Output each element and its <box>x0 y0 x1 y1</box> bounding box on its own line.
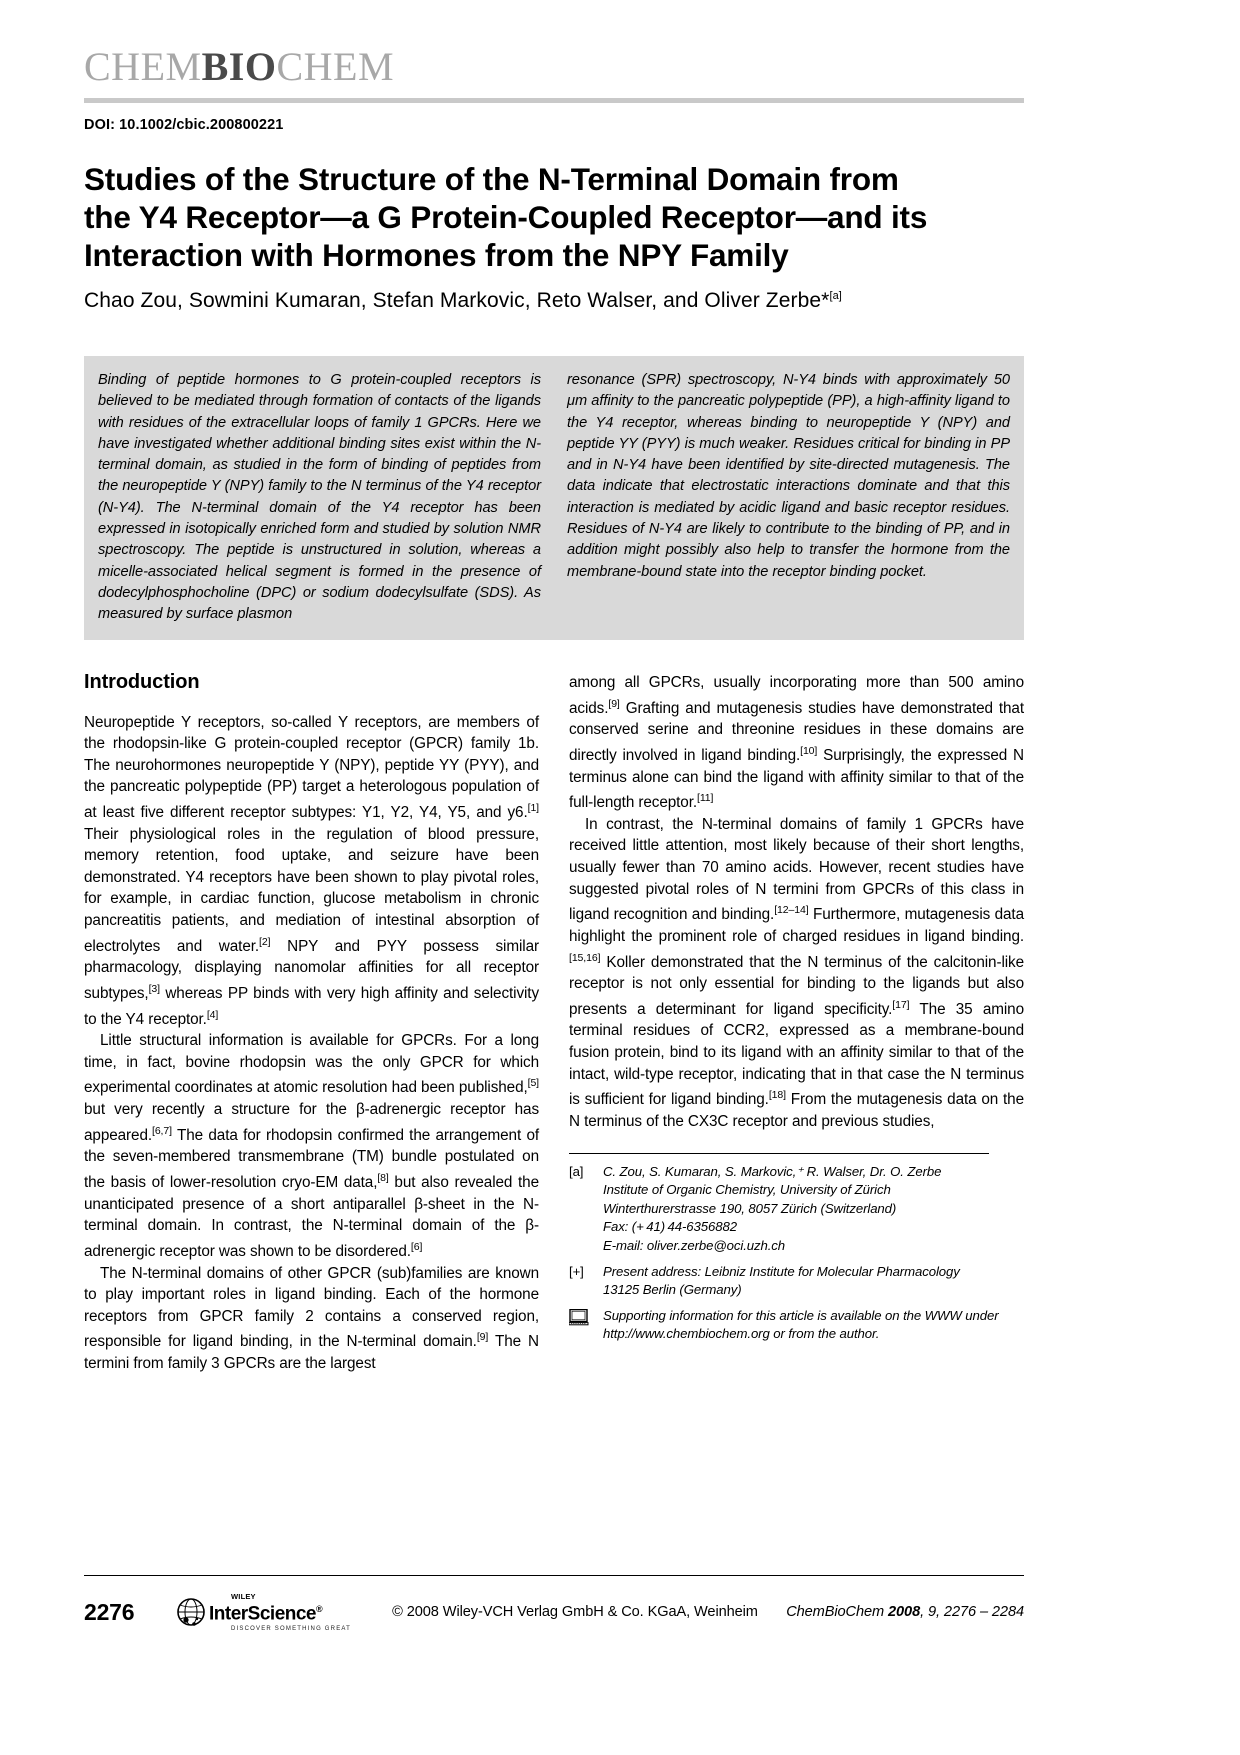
supporting-info-line-2[interactable]: http://www.chembiochem.org or from the author. <box>603 1326 880 1342</box>
author-list <box>84 283 1034 314</box>
footnote-supporting-information <box>569 1307 1024 1344</box>
body-column-left <box>84 672 539 1375</box>
footnote-marker-plus: [+] <box>569 1263 584 1279</box>
abstract-column-left <box>98 370 541 626</box>
footer-divider <box>84 1575 1024 1576</box>
logo-interscience-text <box>209 1599 351 1624</box>
title-line-3: Interaction with Hormones from the NPY Family <box>84 237 789 273</box>
footnote-body-supporting <box>603 1307 1024 1344</box>
journal-title <box>84 44 1024 90</box>
affiliation-address: Winterthurerstrasse 190, 8057 Zürich (Switzerland) <box>603 1200 897 1216</box>
copyright-notice: © 2008 Wiley-VCH Verlag GmbH & Co. KGaA, Weinheim <box>392 1604 758 1620</box>
abstract-box <box>84 356 1024 640</box>
logo-tagline: DISCOVER SOMETHING GREAT <box>231 1625 352 1632</box>
footnote-body-plus <box>603 1263 1024 1300</box>
body-column-right <box>569 672 1024 1375</box>
present-address-line-1: Present address: Leibniz Institute for Molecular Pharmacology <box>603 1263 960 1279</box>
present-address-line-2: 13125 Berlin (Germany) <box>603 1282 742 1298</box>
abstract-text-right: resonance (SPR) spectroscopy, N-Y4 binds with approximately 50 μm affinity to the pancreatic polypeptide (PP), a high-affinity ligand to the Y4 receptor, whereas binding to neuropeptide Y (NPY) and peptide YY (PYY) is much weaker. Residues critical for binding in PP and in N-Y4 have been identified by site-directed mutagenesis. The data indicate that electrostatic interactions dominate and that this interaction is mediated by acidic ligand and basic receptor residues. Residues of N-Y4 are likely to contribute to the binding of PP, and in addition might possibly also help to transfer the hormone from the membrane-bound state into the receptor binding pocket. <box>567 372 1010 580</box>
affiliation-authors: C. Zou, S. Kumaran, S. Markovic,⁺ R. Walser, Dr. O. Zerbe <box>603 1163 942 1179</box>
masthead-divider <box>84 98 1024 103</box>
logo-registered-mark: ® <box>316 1604 323 1615</box>
page-footer <box>84 1588 1024 1636</box>
masthead-bio: BIO <box>201 44 277 89</box>
intro-paragraph-2: Little structural information is available for GPCRs. For a long time, in fact, bovine rhodopsin was the only GPCR for which experimental coordinates at atomic resolution had been published,[5] but very recently a structure for the β-adrenergic receptor has appeared.[6,7] The data for rhodopsin confirmed the arrangement of the seven-membered transmembrane (TM) bundle postulated on the basis of lower-resolution cryo-EM data,[8] but also revealed the unanticipated presence of a short antiparallel β-sheet in the N-terminal domain. In contrast, the N-terminal domain of the β-adrenergic receptor was shown to be disordered.[6] <box>84 1032 539 1260</box>
wiley-interscience-logo[interactable] <box>176 1592 376 1631</box>
doi-line: DOI: 10.1002/cbic.200800221 <box>84 117 284 133</box>
citation-year: 2008 <box>888 1604 921 1620</box>
supporting-info-line-1: Supporting information for this article is available on the WWW under <box>603 1307 999 1323</box>
author-affiliation-marker: [a] <box>829 290 842 302</box>
footnote-marker-a: [a] <box>569 1163 584 1179</box>
footnote-body-a <box>603 1163 1024 1256</box>
masthead-chem1: CHEM <box>84 44 202 89</box>
page-number: 2276 <box>84 1598 135 1625</box>
intro-paragraph-1: Neuropeptide Y receptors, so-called Y receptors, are members of the rhodopsin-like G protein-coupled receptor (GPCR) family 1b. The neurohormones neuropeptide Y (NPY), peptide YY (PYY), and the pancreatic polypeptide (PP) target a heterologous population of at least five different receptor subtypes: Y1, Y2, Y4, Y5, and y6.[1] Their physiological roles in the regulation of blood pressure, memory retention, food uptake, and seizure have been demonstrated. Y4 receptors have been shown to play pivotal roles, for example, in cardiac function, glucose metabolism in chronic pancreatitis patients, and mediation of intestinal absorption of electrolytes and water.[2] NPY and PYY possess similar pharmacology, displaying nanomolar affinities for all receptor subtypes,[3] whereas PP binds with very high affinity and selectivity to the Y4 receptor.[4] <box>84 713 539 1028</box>
footnote-present-address <box>569 1263 1024 1300</box>
footnote-affiliation-a <box>569 1163 1024 1256</box>
journal-masthead <box>84 44 1024 90</box>
affiliation-email[interactable]: E-mail: oliver.zerbe@oci.uzh.ch <box>603 1237 786 1253</box>
journal-citation <box>774 1604 1024 1620</box>
abstract-column-right <box>567 370 1010 626</box>
intro-paragraph-5: In contrast, the N-terminal domains of family 1 GPCRs have received little attention, most likely because of their short lengths, usually fewer than 70 amino acids. However, recent studies have suggested pivotal roles of N termini from GPCRs of this class in ligand recognition and binding.[12–14] Furthermore, mutagenesis data highlight the prominent role of charged residues in ligand binding.[15,16] Koller demonstrated that the N terminus of the calcitonin-like receptor is not only essential for binding to the ligands but also presents a determinant for ligand specificity.[17] The 35 amino terminal residues of CCR2, expressed as a membrane-bound fusion protein, bind to its ligand with an affinity similar to that of the intact, wild-type receptor, indicating that in that case the N terminus is sufficient for ligand binding.[18] From the mutagenesis data on the N terminus of the CX3C receptor and previous studies, <box>569 815 1025 1130</box>
masthead-chem2: CHEM <box>276 44 395 89</box>
page-title <box>84 160 1034 274</box>
title-line-1: Studies of the Structure of the N-Terminal Domain from <box>84 161 899 197</box>
logo-wiley-text: WILEY <box>231 1592 256 1602</box>
author-names: Chao Zou, Sowmini Kumaran, Stefan Markovic, Reto Walser, and Oliver Zerbe* <box>84 289 830 312</box>
footnote-divider <box>569 1153 989 1154</box>
monitor-icon <box>569 1307 603 1344</box>
affiliation-institute: Institute of Organic Chemistry, University of Zürich <box>603 1182 891 1198</box>
intro-paragraph-3: The N-terminal domains of other GPCR (sub)families are known to play important roles in ligand binding. Each of the hormone receptors from GPCR family 2 contains a conserved region, responsible for ligand binding, in the N-terminal domain.[9] The N termini from family 3 GPCRs are the largest <box>84 1264 540 1373</box>
globe-icon <box>176 1595 206 1629</box>
title-line-2: the Y4 Receptor—a G Protein-Coupled Receptor—and its <box>84 199 928 235</box>
intro-paragraph-4: among all GPCRs, usually incorporating more than 500 amino acids.[9] Grafting and mutagenesis studies have demonstrated that conserved serine and threonine residues in these domains are directly involved in ligand binding.[10] Surprisingly, the expressed N terminus alone can bind the ligand with affinity similar to that of the full-length receptor.[11] <box>569 674 1024 812</box>
section-heading-introduction: Introduction <box>84 671 200 693</box>
body-columns <box>84 672 1024 1375</box>
abstract-text-left: Binding of peptide hormones to G protein-coupled receptors is believed to be mediated through formation of contacts of the ligands with residues of the extracellular loops of family 1 GPCRs. Here we have investigated whether additional binding sites exist within the N-terminal domain, as studied in the form of binding of peptides from the neuropeptide Y (NPY) family to the N terminus of the Y4 receptor (N-Y4). The N-terminal domain of the Y4 receptor has been expressed in isotopically enriched form and studied by solution NMR spectroscopy. The peptide is unstructured in solution, whereas a micelle-associated helical segment is formed in the presence of dodecylphosphocholine (DPC) or sodium dodecylsulfate (SDS). As measured by surface plasmon <box>98 372 541 623</box>
affiliation-fax: Fax: (+ 41) 44-6356882 <box>603 1219 737 1235</box>
footnote-block <box>569 1153 1024 1344</box>
citation-rest: , 9, 2276 – 2284 <box>920 1604 1024 1620</box>
citation-journal: ChemBioChem <box>786 1604 885 1620</box>
logo-interscience-word: InterScience <box>209 1603 316 1625</box>
